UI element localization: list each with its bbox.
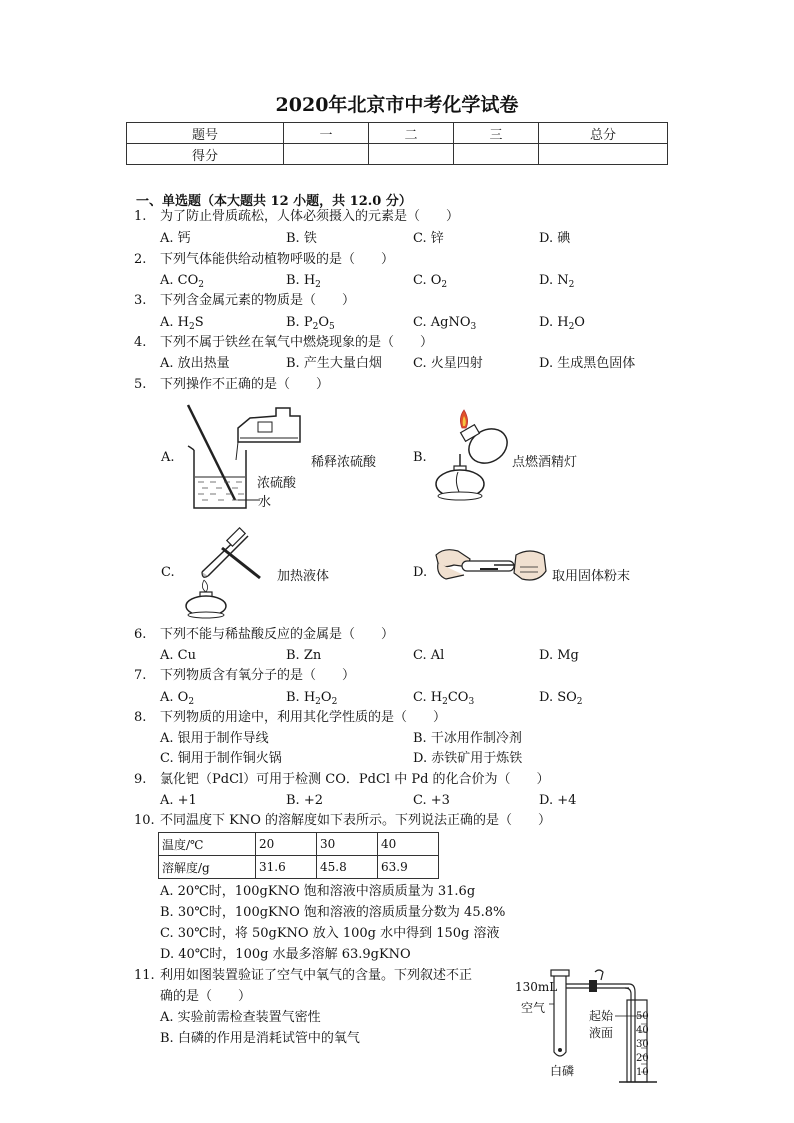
option[interactable]: D. 生成黑色固体	[539, 356, 636, 371]
score-header-cell: 题号	[127, 123, 284, 144]
option[interactable]: D. 赤铁矿用于炼铁	[413, 751, 523, 766]
sol-cell: 63.9	[378, 856, 439, 879]
question-text: 为了防止骨质疏松，人体必须摄入的元素是（ ）	[160, 209, 460, 224]
option-d-label: 取用固体粉末	[552, 569, 631, 584]
option[interactable]: A. +1	[160, 793, 197, 808]
option[interactable]: C. +3	[413, 793, 450, 808]
subscript: 2	[442, 697, 448, 707]
question-text: 利用如图装置验证了空气中氧气的含量。下列叙述不正	[160, 968, 473, 983]
question-2	[134, 250, 774, 270]
option-text: O	[318, 315, 329, 330]
question-1	[134, 207, 774, 227]
option-d-letter[interactable]: D.	[413, 565, 428, 580]
cylinder-tick: 30	[636, 1039, 649, 1050]
subscript: 2	[189, 322, 195, 332]
question-text: 下列气体能供给动植物呼吸的是（ ）	[160, 252, 395, 267]
option-b-label: 点燃酒精灯	[512, 455, 578, 470]
alcohol-lamp-illustration	[432, 410, 517, 502]
question-text: 不同温度下 KNO 的溶解度如下表所示。下列说法正确的是（ ）	[160, 813, 552, 828]
subscript: 2	[441, 280, 448, 290]
option[interactable]: C. 火星四射	[413, 356, 483, 371]
option-text: A. H	[160, 315, 189, 330]
cylinder-tick: 40	[636, 1025, 649, 1036]
option-text: C. H	[413, 690, 443, 705]
question-text-cont: 确的是（ ）	[160, 989, 252, 1004]
question-number: 10.	[134, 813, 155, 828]
option[interactable]: B. 白磷的作用是消耗试管中的氧气	[160, 1031, 360, 1046]
score-cell[interactable]	[539, 144, 668, 165]
option-a-label: 稀释浓硫酸	[311, 455, 377, 470]
option[interactable]	[160, 271, 204, 291]
score-table	[126, 122, 668, 165]
dilute-acid-illustration	[180, 400, 310, 512]
page-title: 2020年北京市中考化学试卷	[275, 94, 519, 116]
option-text: D. H	[539, 315, 569, 330]
question-10	[134, 811, 774, 831]
option[interactable]: A. Cu	[160, 648, 196, 663]
option[interactable]: A. 放出热量	[160, 356, 230, 371]
option[interactable]: D. 40℃时，100g 水最多溶解 63.9gKNO	[160, 947, 411, 962]
question-text: 下列物质含有氧分子的是（ ）	[160, 668, 356, 683]
question-8	[134, 708, 774, 728]
question-number: 4.	[134, 335, 147, 350]
option[interactable]	[286, 313, 335, 333]
subscript: 2	[576, 697, 583, 707]
question-number: 9.	[134, 772, 147, 787]
question-7	[134, 666, 774, 686]
subscript: 2	[312, 322, 319, 332]
apparatus-phosphorus-label: 白磷	[550, 1064, 575, 1078]
option[interactable]: B. +2	[286, 793, 323, 808]
question-text: 下列操作不正确的是（ ）	[160, 377, 330, 392]
option[interactable]	[413, 313, 476, 333]
question-3	[134, 291, 774, 311]
option[interactable]: C. Al	[413, 648, 445, 663]
cylinder-tick: 20	[636, 1053, 649, 1064]
option-b-letter[interactable]: B.	[413, 450, 427, 465]
score-header-cell: 总分	[539, 123, 668, 144]
subscript: 2	[568, 322, 575, 332]
question-number: 2.	[134, 252, 147, 267]
question-number: 1.	[134, 209, 147, 224]
sol-cell: 31.6	[256, 856, 317, 879]
option-text: B. P	[286, 315, 313, 330]
sol-cell: 45.8	[317, 856, 378, 879]
option-text: B. H	[286, 273, 316, 288]
subscript: 2	[188, 697, 195, 707]
option[interactable]	[286, 271, 321, 291]
subscript: 2	[315, 280, 321, 290]
option[interactable]: A. 银用于制作导线	[160, 731, 269, 746]
question-9	[134, 770, 774, 790]
option-text: C. AgNO	[413, 315, 471, 330]
score-cell[interactable]	[284, 144, 369, 165]
option-text: D. N	[539, 273, 569, 288]
option[interactable]: A. 20℃时，100gKNO 饱和溶液中溶质质量为 31.6g	[160, 884, 476, 899]
option[interactable]: C. 铜用于制作铜火锅	[160, 751, 282, 766]
option-text: S	[194, 315, 204, 330]
option[interactable]	[539, 688, 583, 708]
option-text: A. CO	[160, 273, 199, 288]
question-number: 6.	[134, 627, 147, 642]
option[interactable]	[160, 688, 194, 708]
option-a-letter[interactable]: A.	[161, 450, 175, 465]
apparatus-volume-label: 130mL	[515, 980, 558, 994]
question-number: 8.	[134, 710, 147, 725]
option[interactable]	[539, 271, 574, 291]
sol-cell: 30	[317, 833, 378, 856]
option[interactable]	[413, 271, 447, 291]
subscript: 5	[328, 322, 335, 332]
option-text: D. SO	[539, 690, 577, 705]
question-number: 5.	[134, 377, 147, 392]
apparatus-start-label: 起始	[589, 1009, 614, 1023]
subscript: 3	[468, 697, 475, 707]
option[interactable]	[413, 688, 474, 708]
sol-cell: 20	[256, 833, 317, 856]
subscript: 2	[568, 280, 575, 290]
question-11	[134, 966, 774, 986]
option[interactable]	[160, 313, 204, 333]
option[interactable]: A. 钙	[160, 231, 191, 246]
option-a-sublabel: 水	[258, 495, 272, 510]
question-number: 11.	[134, 968, 155, 983]
question-5	[134, 375, 774, 395]
cylinder-tick: 10	[636, 1067, 649, 1078]
question-text: 下列不属于铁丝在氧气中燃烧现象的是（ ）	[160, 335, 434, 350]
option-text: C. O	[413, 273, 442, 288]
score-cell[interactable]	[369, 144, 454, 165]
question-text: 氯化钯（PdCl）可用于检测 CO．PdCl 中 Pd 的化合价为（ ）	[160, 772, 550, 787]
sol-cell: 40	[378, 833, 439, 856]
option-text: O	[574, 315, 585, 330]
option[interactable]: B. 干冰用作制冷剂	[413, 731, 522, 746]
option-c-letter[interactable]: C.	[161, 565, 175, 580]
question-text: 下列含金属元素的物质是（ ）	[160, 293, 356, 308]
heating-liquid-illustration	[182, 524, 272, 620]
option[interactable]: D. Mg	[539, 648, 579, 663]
section-heading: 一、单选题（本大题共 12 小题，共 12.0 分）	[136, 194, 412, 209]
option[interactable]: C. 锌	[413, 231, 444, 246]
option[interactable]: C. 30℃时，将 50gKNO 放入 100g 水中得到 150g 溶液	[160, 926, 500, 941]
apparatus-air-label: 空气	[521, 1001, 546, 1015]
option-text: B. H	[286, 690, 316, 705]
score-header-cell: 一	[284, 123, 369, 144]
sol-cell: 温度/℃	[159, 833, 256, 856]
score-cell[interactable]	[454, 144, 539, 165]
question-6	[134, 625, 774, 645]
score-header-cell: 三	[454, 123, 539, 144]
question-number: 7.	[134, 668, 147, 683]
question-text: 下列物质的用途中，利用其化学性质的是（ ）	[160, 710, 447, 725]
solid-powder-illustration	[434, 545, 549, 591]
solubility-table	[158, 832, 439, 879]
sol-cell: 溶解度/g	[159, 856, 256, 879]
option[interactable]: D. 碘	[539, 231, 571, 246]
cylinder-tick: 50	[636, 1011, 649, 1022]
option[interactable]: B. 铁	[286, 231, 317, 246]
subscript: 2	[331, 697, 338, 707]
option-c-label: 加热液体	[277, 569, 330, 584]
score-row-label: 得分	[127, 144, 284, 165]
option-text: A. O	[160, 690, 189, 705]
option[interactable]: A. 实验前需检查装置气密性	[160, 1010, 321, 1025]
option-a-sublabel: 浓硫酸	[257, 476, 297, 491]
subscript: 2	[315, 697, 321, 707]
option-text: CO	[447, 690, 469, 705]
option[interactable]: D. +4	[539, 793, 577, 808]
option[interactable]	[539, 313, 585, 333]
subscript: 3	[470, 322, 477, 332]
subscript: 2	[198, 280, 204, 290]
option[interactable]	[286, 688, 337, 708]
question-4	[134, 333, 774, 353]
score-header-cell: 二	[369, 123, 454, 144]
question-number: 3.	[134, 293, 147, 308]
option[interactable]: B. 产生大量白烟	[286, 356, 382, 371]
option-text: O	[320, 690, 332, 705]
question-text: 下列不能与稀盐酸反应的金属是（ ）	[160, 627, 395, 642]
option[interactable]: B. Zn	[286, 648, 322, 663]
option[interactable]: B. 30℃时，100gKNO 饱和溶液的溶质质量分数为 45.8%	[160, 905, 506, 920]
apparatus-start-label: 液面	[589, 1026, 614, 1040]
